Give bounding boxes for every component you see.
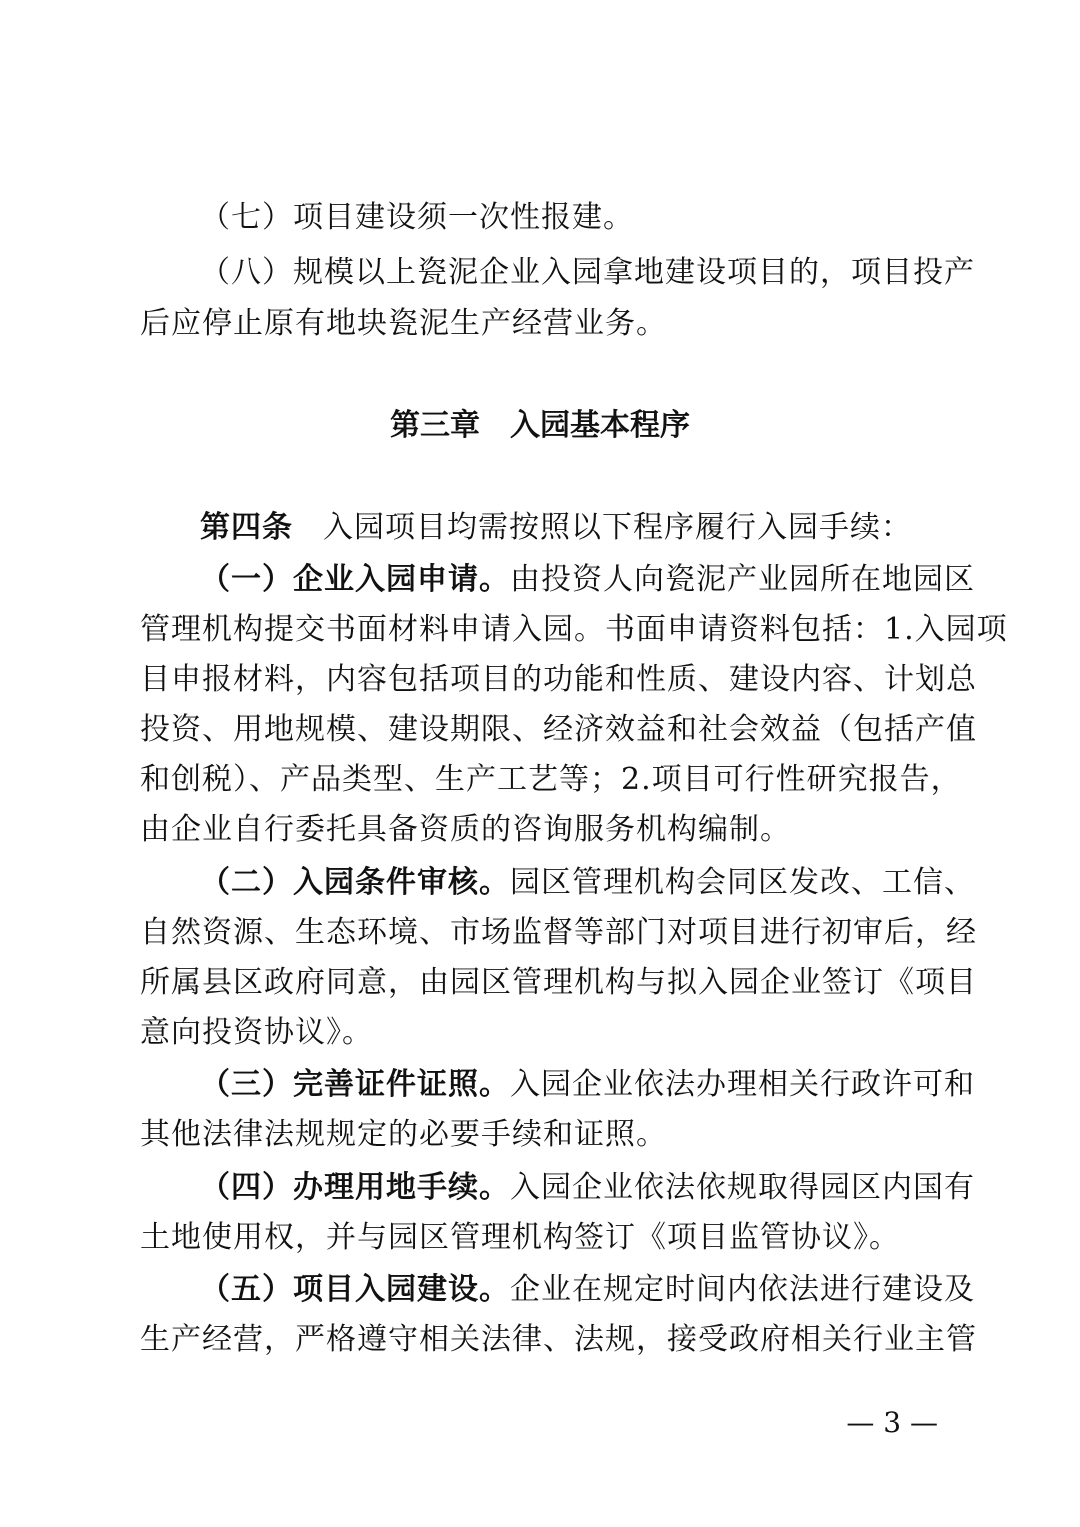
article-4 bbox=[200, 510, 940, 546]
section-1-heading: （一）企业入园申请。 bbox=[200, 562, 510, 597]
section-5-line-1 bbox=[200, 1272, 975, 1308]
section-3-heading: （三）完善证件证照。 bbox=[200, 1067, 510, 1102]
section-2-heading: （二）入园条件审核。 bbox=[200, 865, 510, 900]
section-1-line-2: 管理机构提交书面材料申请入园。书面申请资料包括：1.入园项 bbox=[140, 612, 1008, 647]
item-8-line-2: 后应停止原有地块瓷泥生产经营业务。 bbox=[140, 306, 667, 341]
section-2-line-4: 意向投资协议》。 bbox=[140, 1015, 373, 1050]
section-5-line-2: 生产经营，严格遵守相关法律、法规，接受政府相关行业主管 bbox=[140, 1322, 977, 1357]
section-1-line-4: 投资、用地规模、建设期限、经济效益和社会效益（包括产值 bbox=[140, 712, 977, 747]
section-1-line-3: 目申报材料，内容包括项目的功能和性质、建设内容、计划总 bbox=[140, 662, 977, 697]
section-5-heading: （五）项目入园建设。 bbox=[200, 1272, 510, 1307]
section-2-text-1: 园区管理机构会同区发改、工信、 bbox=[510, 865, 975, 900]
section-5-text-1: 企业在规定时间内依法进行建设及 bbox=[510, 1272, 975, 1307]
item-7: （七）项目建设须一次性报建。 bbox=[200, 200, 634, 235]
section-4-text-1: 入园企业依法依规取得园区内国有 bbox=[510, 1170, 975, 1205]
section-2-line-2: 自然资源、生态环境、市场监督等部门对项目进行初审后，经 bbox=[140, 915, 977, 950]
article-4-label: 第四条 bbox=[200, 510, 293, 545]
section-3-line-1 bbox=[200, 1067, 975, 1103]
section-1-line-1 bbox=[200, 562, 975, 598]
section-4-line-1 bbox=[200, 1170, 975, 1206]
section-1-line-5: 和创税）、产品类型、生产工艺等；2.项目可行性研究报告， bbox=[140, 762, 962, 797]
section-4-line-2: 土地使用权，并与园区管理机构签订《项目监管协议》。 bbox=[140, 1220, 900, 1255]
section-1-text-1: 由投资人向瓷泥产业园所在地园区 bbox=[510, 562, 975, 597]
section-3-text-1: 入园企业依法办理相关行政许可和 bbox=[510, 1067, 975, 1102]
section-2-line-1 bbox=[200, 865, 975, 901]
item-8-line-1: （八）规模以上瓷泥企业入园拿地建设项目的，项目投产 bbox=[200, 255, 975, 290]
section-4-heading: （四）办理用地手续。 bbox=[200, 1170, 510, 1205]
section-1-line-6: 由企业自行委托具备资质的咨询服务机构编制。 bbox=[140, 812, 791, 847]
chapter-title: 第三章 入园基本程序 bbox=[390, 408, 690, 443]
article-4-text: 入园项目均需按照以下程序履行入园手续： bbox=[323, 510, 912, 545]
page-number: — 3 — bbox=[846, 1406, 938, 1439]
section-3-line-2: 其他法律法规规定的必要手续和证照。 bbox=[140, 1117, 667, 1152]
section-2-line-3: 所属县区政府同意，由园区管理机构与拟入园企业签订《项目 bbox=[140, 965, 977, 1000]
